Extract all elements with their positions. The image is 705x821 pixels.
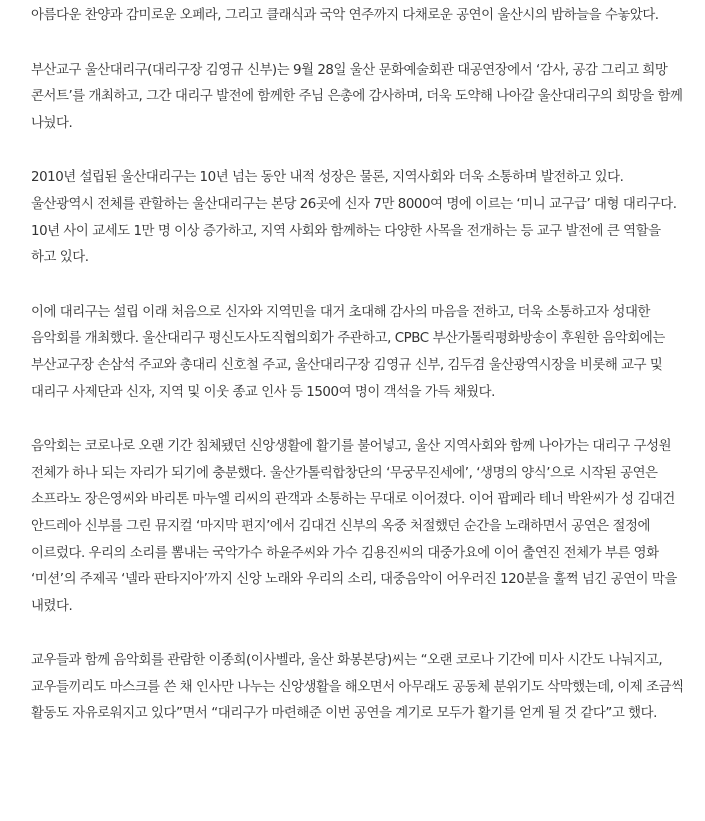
article-paragraph-vicariate-history: 2010년 설립된 울산대리구는 10년 넘는 동안 내적 성장은 물론, 지역사회와 더욱 소통하며 발전하고 있다. 울산광역시 전체를 관할하는 울산대리구는 본당 26곳에 신자 7만 8000여 명에 이르는 ‘미니 교구급’ 대형 대리구다. 10년 사이 교세도 1만 명 이상 증가하고, 지역 사회와 함께하는 다양한 사목을 전개하는 등 교구 발전에 큰 역할을 하고 있다. — [31, 170, 677, 266]
article-paragraph-intro: 아름다운 찬양과 감미로운 오페라, 그리고 클래식과 국악 연주까지 다채로운 공연이 울산시의 밤하늘을 수놓았다. — [31, 8, 659, 23]
article-paragraph-program: 음악회는 코로나로 오랜 기간 침체됐던 신앙생활에 활기를 불어넣고, 울산 지역사회와 함께 나아가는 대리구 구성원 전체가 하나 되는 자리가 되기에 충분했다. 울산가톨릭합창단의 ‘무궁무진세에’, ‘생명의 양식’으로 시작된 공연은 소프라노 장은영씨와 바리톤 마누엘 리씨의 관객과 소통하는 무대로 이어졌다. 이어 팝페라 테너 박완씨가 성 김대건 안드레아 신부를 그린 뮤지컬 ‘마지막 편지’에서 김대건 신부의 옥중 처절했던 순간을 노래하면서 공연은 절정에 이르렀다. 우리의 소리를 뽐내는 국악가수 하윤주씨와 가수 김용진씨의 대중가요에 이어 출연진 전체가 부른 영화 ‘미션’의 주제곡 ‘넬라 판타지아’까지 신앙 노래와 우리의 소리, 대중음악이 어우러진 120분을 훌쩍 넘긴 공연이 막을 내렸다. — [31, 439, 677, 614]
article-paragraph-attendance: 이에 대리구는 설립 이래 처음으로 신자와 지역민을 대거 초대해 감사의 마음을 전하고, 더욱 소통하고자 성대한 음악회를 개최했다. 울산대리구 평신도사도직협의회가 주관하고, CPBC 부산가톨릭평화방송이 후원한 음악회에는 부산교구장 손삼석 주교와 총대리 신호철 주교, 울산대리구장 김영규 신부, 김두겸 울산광역시장을 비롯해 교구 및 대리구 사제단과 신자, 지역 및 이웃 종교 인사 등 1500여 명이 객석을 가득 채웠다. — [31, 304, 665, 400]
article-paragraph-concert-overview: 부산교구 울산대리구(대리구장 김영규 신부)는 9월 28일 울산 문화예술회관 대공연장에서 ‘감사, 공감 그리고 희망 콘서트’를 개최하고, 그간 대리구 발전에 함께한 주님 은총에 감사하며, 더욱 도약해 나아갈 울산대리구의 희망을 함께 나눴다. — [31, 62, 683, 131]
article-paragraph-attendee-quote: 교우들과 함께 음악회를 관람한 이종희(이사벨라, 울산 화봉본당)씨는 “오랜 코로나 기간에 미사 시간도 나눠지고, 교우들끼리도 마스크를 쓴 채 인사만 나누는 신앙생활을 해오면서 아무래도 공동체 분위기도 삭막했는데, 이제 조금씩 활동도 자유로워지고 있다”면서 “대리구가 마련해준 이번 공연을 계기로 모두가 활기를 얻게 될 것 같다”고 했다. — [31, 653, 684, 722]
